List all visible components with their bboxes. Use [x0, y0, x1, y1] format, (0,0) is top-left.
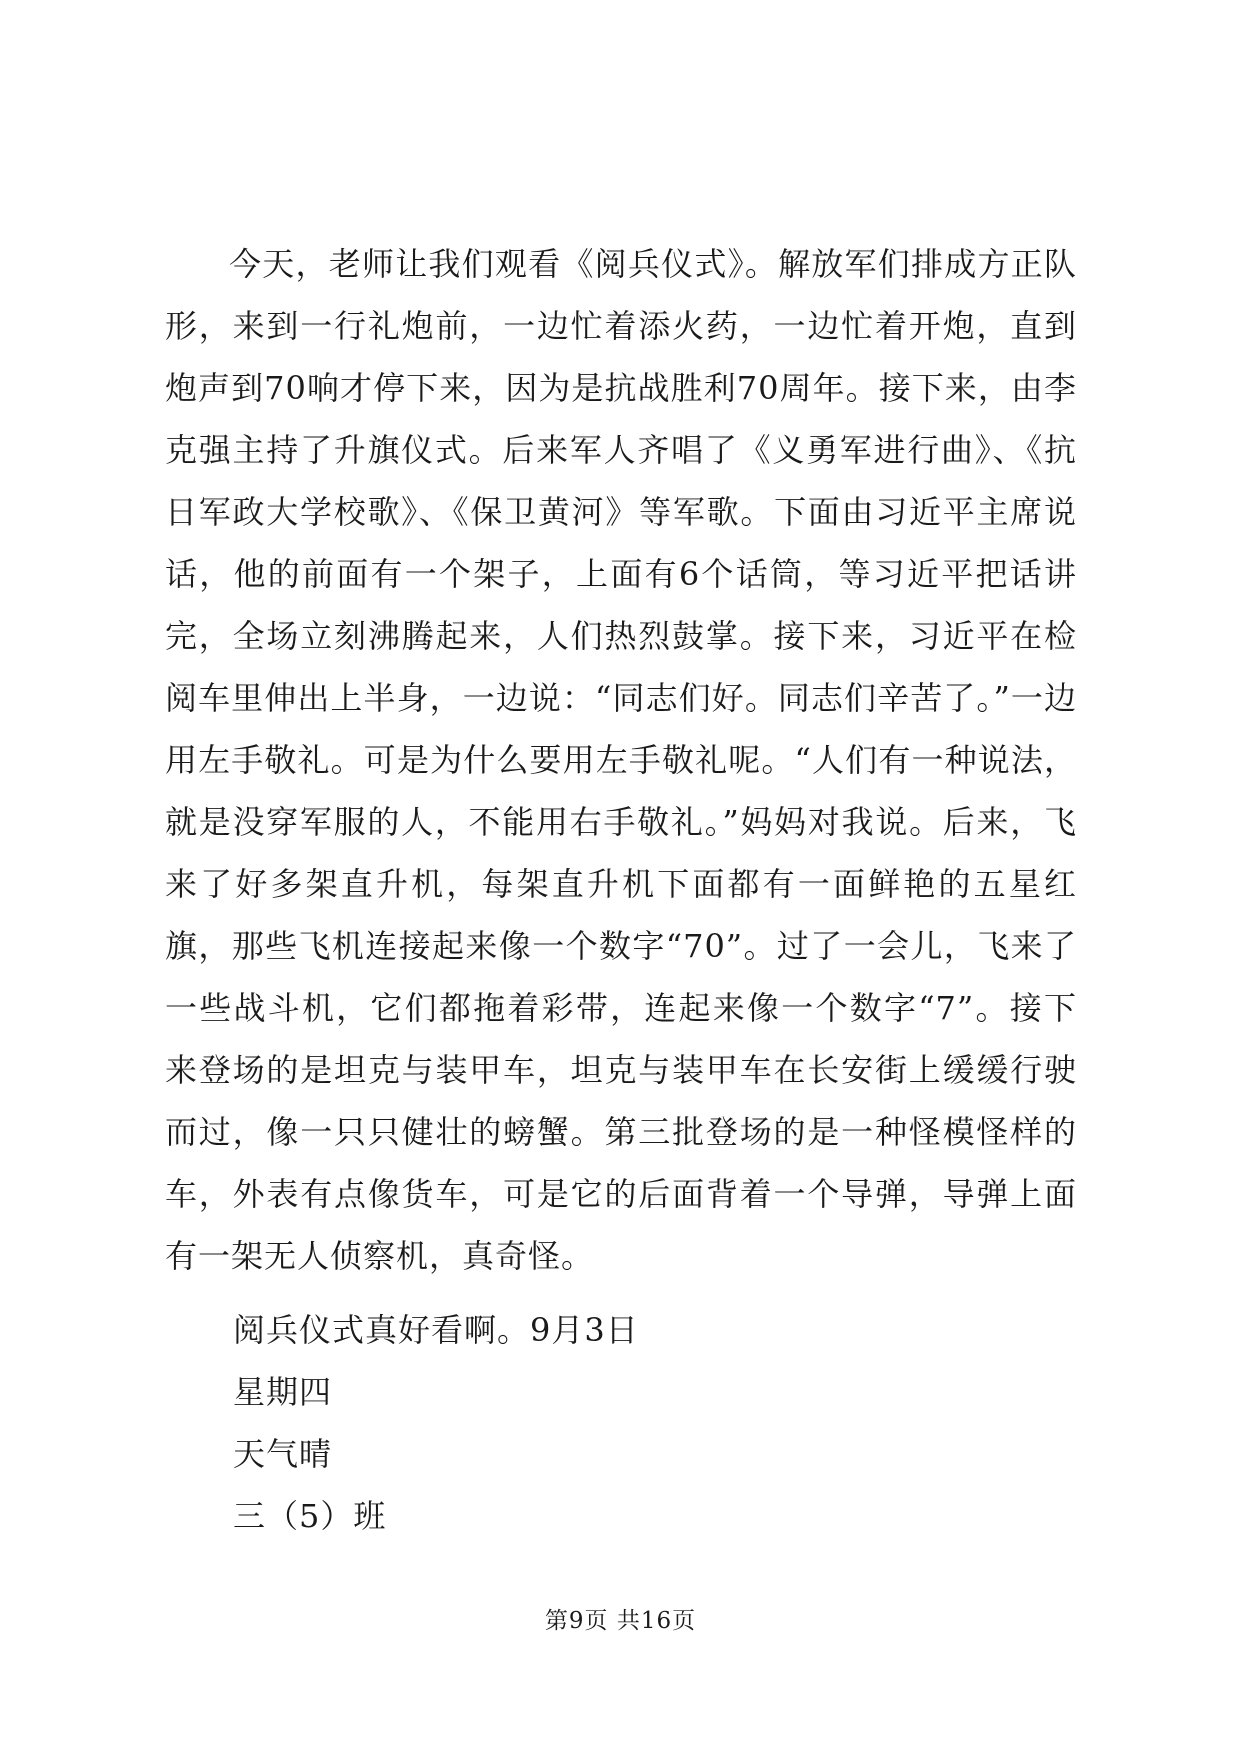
page-footer: 第9页 共16页 — [544, 1608, 697, 1634]
closing-lines — [165, 1299, 1077, 1547]
closing-line-class: 三（5）班 — [233, 1497, 387, 1535]
document-body — [165, 233, 1077, 1547]
body-paragraph: 今天，老师让我们观看《阅兵仪式》。解放军们排成方正队形，来到一行礼炮前，一边忙着添火药，一边忙着开炮，直到炮声到70响才停下来，因为是抗战胜利70周年。接下来，由李克强主持了升旗仪式。后来军人齐唱了《义勇军进行曲》、《抗日军政大学校歌》、《保卫黄河》等军歌。下面由习近平主席说话，他的前面有一个架子，上面有6个话筒，等习近平把话讲完，全场立刻沸腾起来，人们热烈鼓掌。接下来，习近平在检阅车里伸出上半身，一边说：“同志们好。同志们辛苦了。”一边用左手敬礼。可是为什么要用左手敬礼呢。“人们有一种说法，就是没穿军服的人，不能用右手敬礼。”妈妈对我说。后来，飞来了好多架直升机，每架直升机下面都有一面鲜艳的五星红旗，那些飞机连接起来像一个数字“70”。过了一会儿，飞来了一些战斗机，它们都拖着彩带，连起来像一个数字“7”。接下来登场的是坦克与装甲车，坦克与装甲车在长安街上缓缓行驶而过，像一只只健壮的螃蟹。第三批登场的是一种怪模怪样的车，外表有点像货车，可是它的后面背着一个导弹，导弹上面有一架无人侦察机，真奇怪。 — [165, 245, 1077, 1275]
closing-line-weekday: 星期四 — [233, 1373, 333, 1411]
closing-line-date: 阅兵仪式真好看啊。9月3日 — [233, 1311, 639, 1349]
closing-line-weather: 天气晴 — [233, 1435, 333, 1473]
